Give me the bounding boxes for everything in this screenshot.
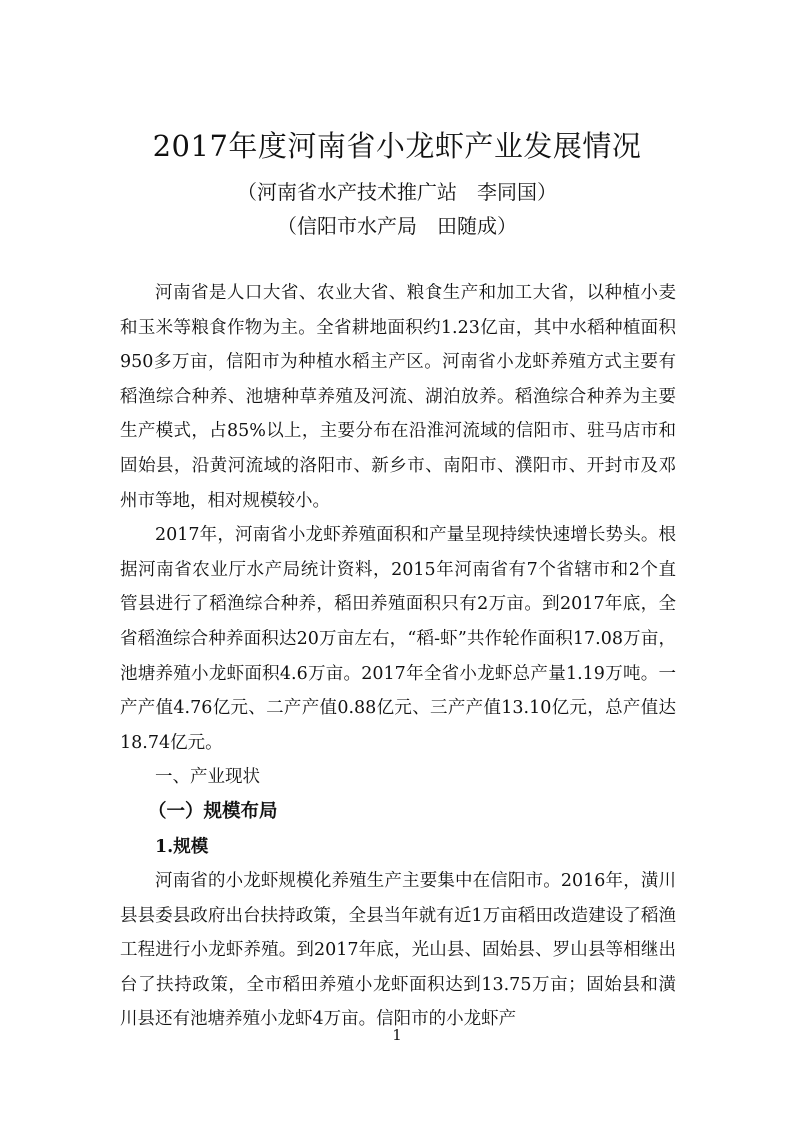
section-heading: 一、产业现状 [155,767,260,788]
document-title: 2017年度河南省小龙虾产业发展情况 [152,129,642,163]
paragraph-2: 2017年，河南省小龙虾养殖面积和产量呈现持续快速增长势头。根据河南省农业厅水产局统计资料，2015年河南省有7个省辖市和2个直管县进行了稻渔综合种养，稻田养殖面积只有2万亩。到2017年底，全省稻渔综合种养面积达20万亩左右，“稻-虾”共作轮作面积17.08万亩，池塘养殖小龙虾面积4.6万亩。2017年全省小龙虾总产量1.19万吨。一产产值4.76亿元、二产产值0.88亿元、三产产值13.10亿元，总产值达18.74亿元。 [120,525,676,753]
paragraph-3: 河南省的小龙虾规模化养殖生产主要集中在信阳市。2016年，潢川县县委县政府出台扶持政策，全县当年就有近1万亩稻田改造建设了稻渔工程进行小龙虾养殖。到2017年底，光山县、固始县、罗山县等相继出台了扶持政策，全市稻田养殖小龙虾面积达到13.75万亩；固始县和潢川县还有池塘养殖小龙虾4万亩。信阳市的小龙虾产 [120,871,676,1030]
document-body [120,276,676,1037]
subsection-heading: （一）规模布局 [148,800,278,822]
author-line-1: （河南省水产技术推广站 李同国） [237,180,557,204]
page-number: 1 [392,1026,402,1044]
item-heading: 1.规模 [155,836,209,857]
author-line-2: （信阳市水产局 田随成） [277,214,517,238]
paragraph-1: 河南省是人口大省、农业大省、粮食生产和加工大省，以种植小麦和玉米等粮食作物为主。全省耕地面积约1.23亿亩，其中水稻种植面积950多万亩，信阳市为种植水稻主产区。河南省小龙虾养殖方式主要有稻渔综合种养、池塘种草养殖及河流、湖泊放养。稻渔综合种养为主要生产模式，占85%以上，主要分布在沿淮河流域的信阳市、驻马店市和固始县，沿黄河流域的洛阳市、新乡市、南阳市、濮阳市、开封市及邓州市等地，相对规模较小。 [120,283,676,511]
